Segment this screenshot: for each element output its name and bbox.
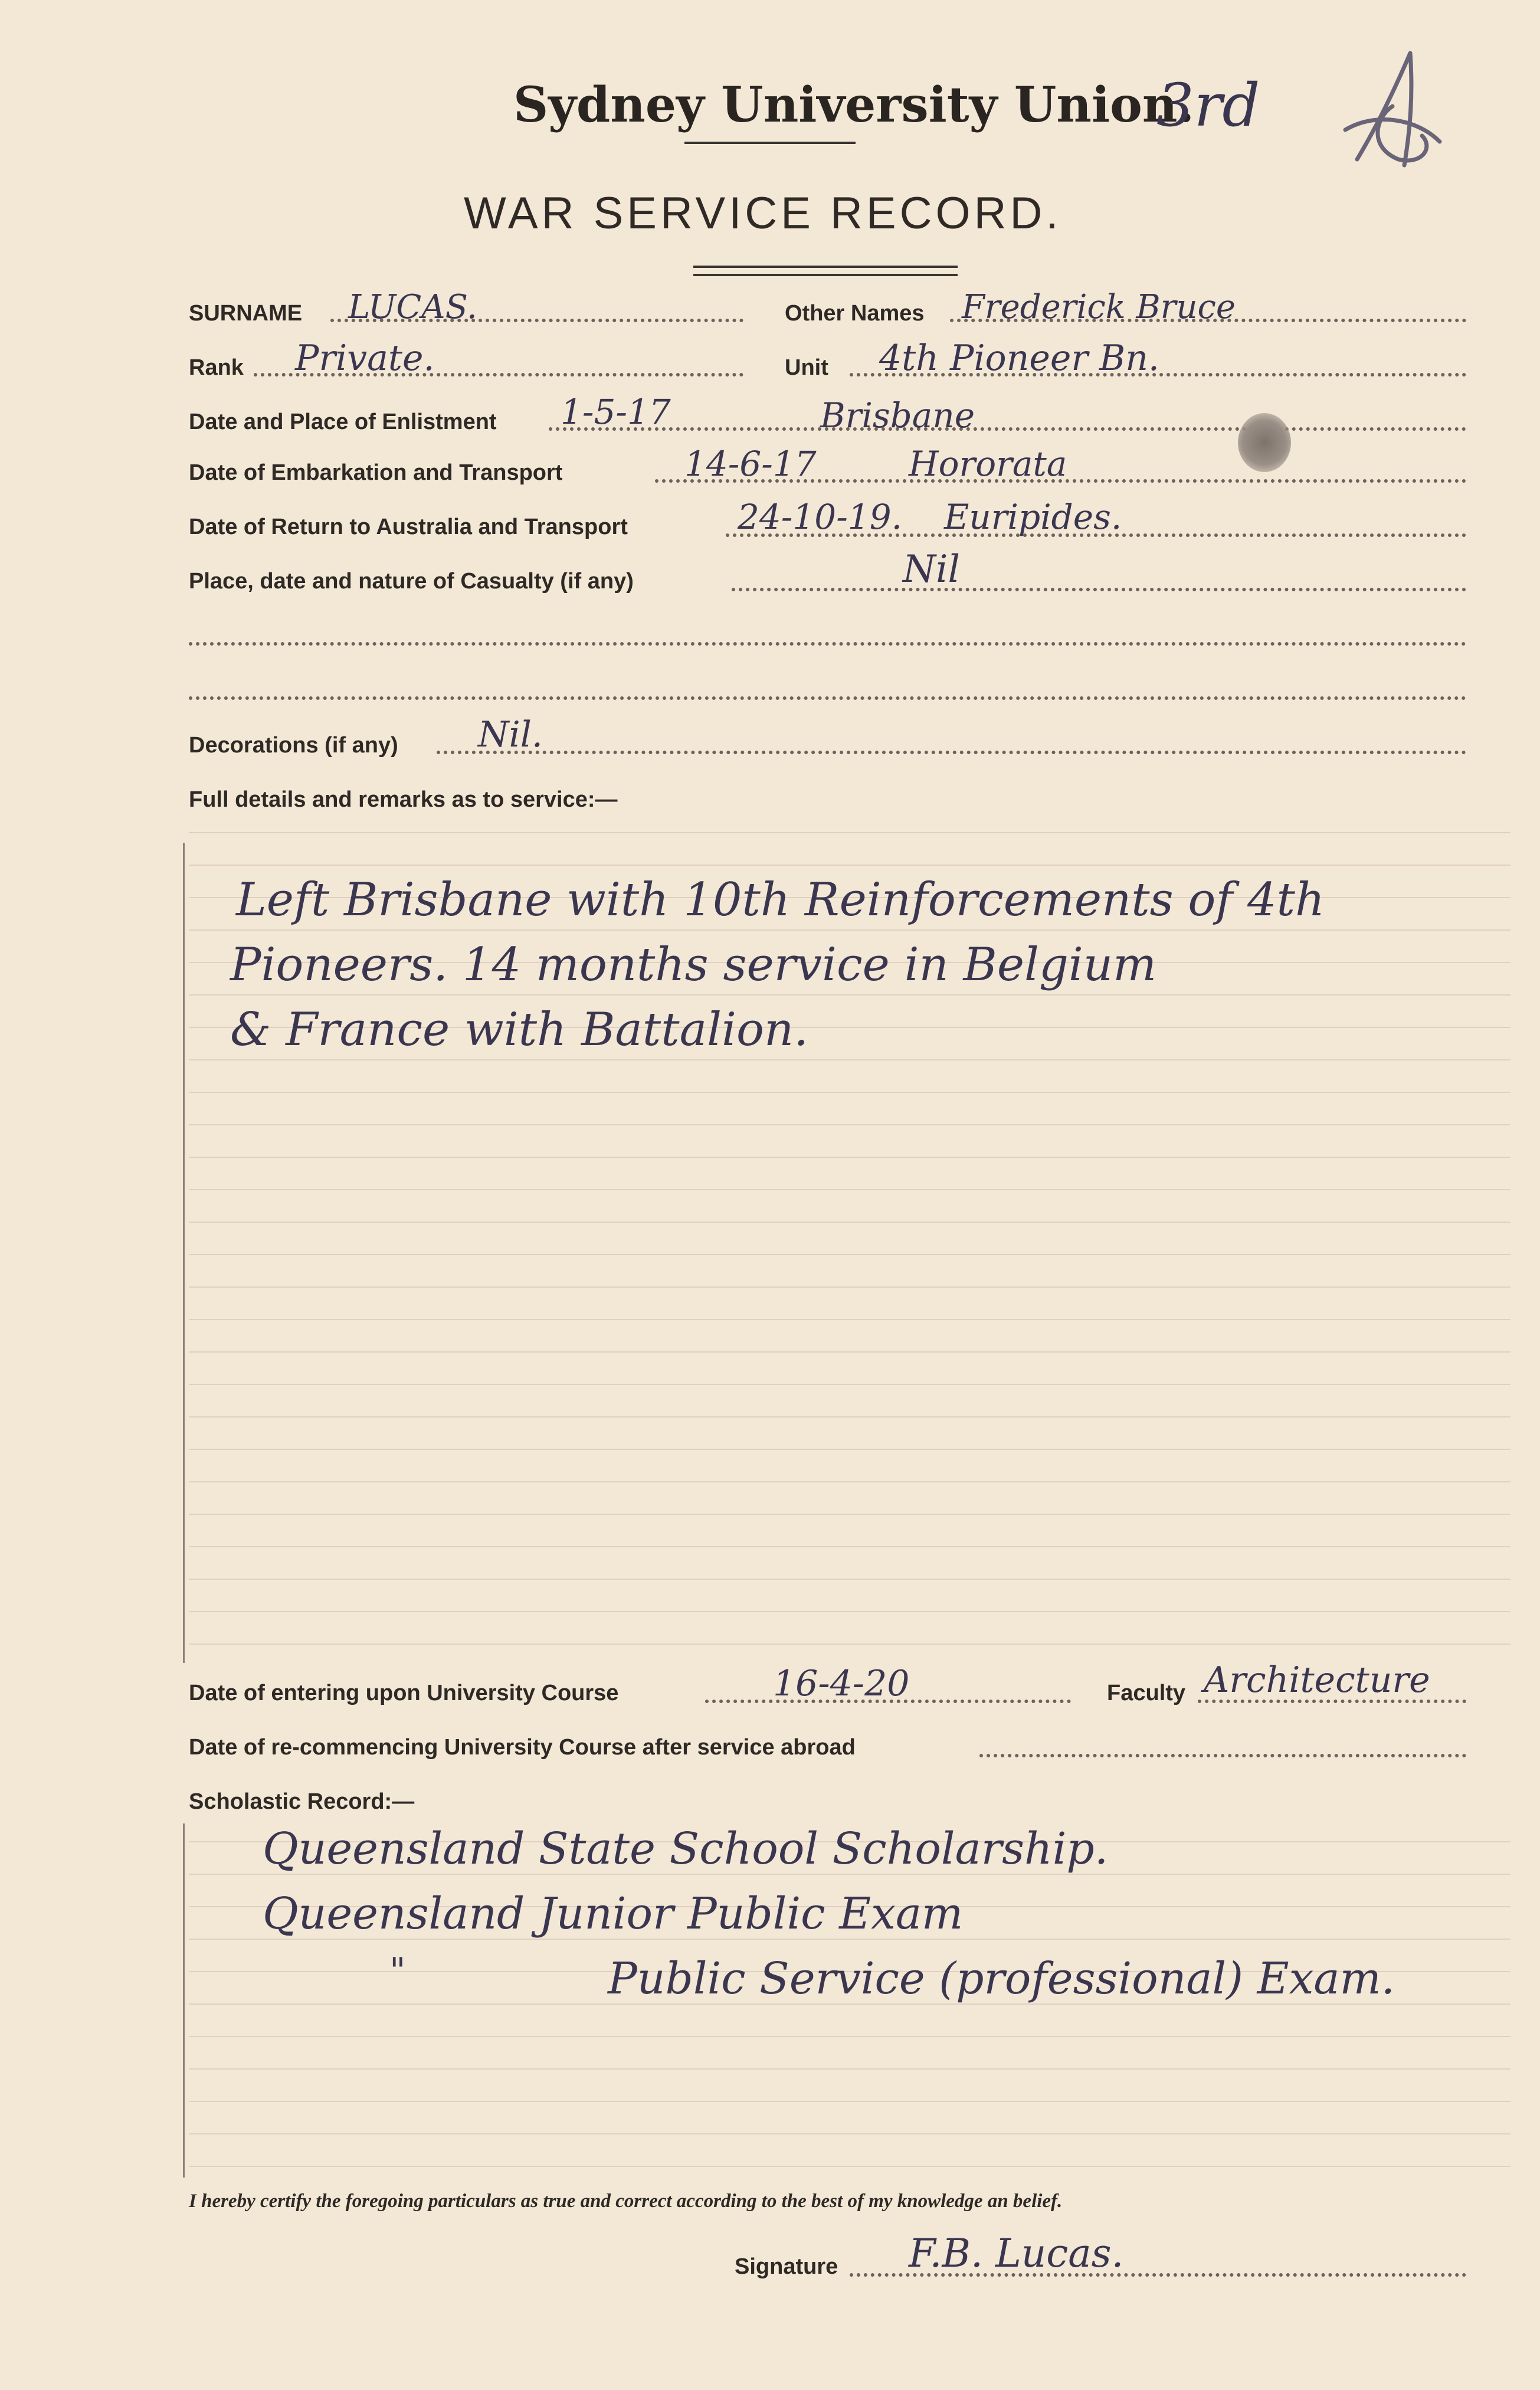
recommencing-label: Date of re-commencing University Course after service abroad [189, 1735, 856, 1760]
casualty-dots [732, 588, 1466, 591]
recommencing-dots [979, 1754, 1466, 1757]
ruled-line [189, 2068, 1510, 2070]
page-subtitle: WAR SERVICE RECORD. [464, 188, 1062, 238]
entering-label: Date of entering upon University Course [189, 1681, 619, 1705]
subtitle-divider-1 [693, 266, 958, 268]
scholastic-line-2: Queensland Junior Public Exam [263, 1888, 964, 1939]
signature-label: Signature [735, 2254, 838, 2279]
remarks-line-3: & France with Battalion. [230, 1003, 808, 1056]
ruled-line [189, 2133, 1510, 2134]
casualty-value: Nil [903, 548, 960, 591]
embarkation-date: 14-6-17 [684, 444, 817, 484]
ruled-line [189, 1416, 1510, 1417]
ruled-line [189, 1481, 1510, 1482]
decorations-label: Decorations (if any) [189, 733, 398, 758]
return-date: 24-10-19. [738, 497, 903, 537]
remarks-line-1: Left Brisbane with 10th Reinforcements of 4th [236, 873, 1325, 926]
ruled-line [189, 832, 1510, 833]
return-label: Date of Return to Australia and Transport [189, 515, 628, 539]
signature-value: F.B. Lucas. [909, 2231, 1124, 2276]
ruled-line [189, 1579, 1510, 1580]
ruled-line [189, 1351, 1510, 1353]
faculty-label: Faculty [1107, 1681, 1186, 1705]
scholastic-label: Scholastic Record:— [189, 1789, 415, 1814]
ruled-line [189, 865, 1510, 866]
casualty-dots-3 [189, 696, 1466, 700]
monogram-stamp [1322, 41, 1451, 177]
ruled-line [189, 2036, 1510, 2037]
ruled-line [189, 1222, 1510, 1223]
rank-label: Rank [189, 355, 244, 380]
embarkation-transport: Hororata [909, 444, 1067, 484]
scholastic-margin-line [183, 1823, 185, 2178]
ruled-line [189, 1514, 1510, 1515]
ruled-line [189, 1319, 1510, 1320]
embarkation-label: Date of Embarkation and Transport [189, 460, 563, 485]
rank-value: Private. [295, 338, 435, 379]
other-names-label: Other Names [785, 301, 925, 326]
decorations-value: Nil. [478, 714, 543, 755]
return-transport: Euripides. [944, 497, 1122, 537]
ruled-line [189, 1546, 1510, 1547]
decorations-dots [437, 751, 1466, 754]
scholastic-ditto: " [389, 1950, 406, 1992]
ruled-line [189, 1611, 1510, 1612]
ruled-line [189, 1254, 1510, 1255]
ruled-line [189, 2101, 1510, 2102]
faculty-value: Architecture [1204, 1659, 1430, 1701]
remarks-margin-line [183, 843, 185, 1663]
ruled-line [189, 2166, 1510, 2167]
casualty-dots-2 [189, 642, 1466, 646]
enlistment-dots [549, 427, 1466, 431]
remarks-line-2: Pioneers. 14 months service in Belgium [230, 938, 1157, 991]
title-divider-left [684, 142, 856, 144]
remarks-label: Full details and remarks as to service:— [189, 787, 618, 812]
scholastic-line-3: Public Service (professional) Exam. [608, 1953, 1395, 2004]
certification-text: I hereby certify the foregoing particulars as true and correct according to the best of my knowledge an belief. [189, 2191, 1063, 2212]
surname-label: SURNAME [189, 301, 303, 326]
ruled-line [189, 1384, 1510, 1385]
ruled-line [189, 1124, 1510, 1125]
ruled-line [189, 1157, 1510, 1158]
ruled-line [189, 1449, 1510, 1450]
unit-label: Unit [785, 355, 828, 380]
ruled-line [189, 1059, 1510, 1060]
enlistment-place: Brisbane [820, 395, 975, 436]
enlistment-label: Date and Place of Enlistment [189, 410, 497, 434]
subtitle-divider-2 [693, 274, 958, 276]
ruled-line [189, 1286, 1510, 1288]
page-title: Sydney University Union. [513, 77, 1195, 133]
ruled-line [189, 1092, 1510, 1093]
ruled-line [189, 1643, 1510, 1645]
surname-value: LUCAS. [348, 288, 477, 326]
ruled-line [189, 994, 1510, 996]
entering-value: 16-4-20 [773, 1663, 910, 1704]
ink-stain [1238, 413, 1291, 472]
corner-mark: 3rd [1156, 71, 1260, 140]
casualty-label: Place, date and nature of Casualty (if any) [189, 569, 634, 594]
other-names-value: Frederick Bruce [962, 288, 1236, 326]
unit-value: 4th Pioneer Bn. [879, 338, 1159, 379]
enlistment-date: 1-5-17 [561, 392, 671, 432]
ruled-line [189, 929, 1510, 931]
ruled-line [189, 1189, 1510, 1190]
scholastic-line-1: Queensland State School Scholarship. [263, 1823, 1109, 1874]
